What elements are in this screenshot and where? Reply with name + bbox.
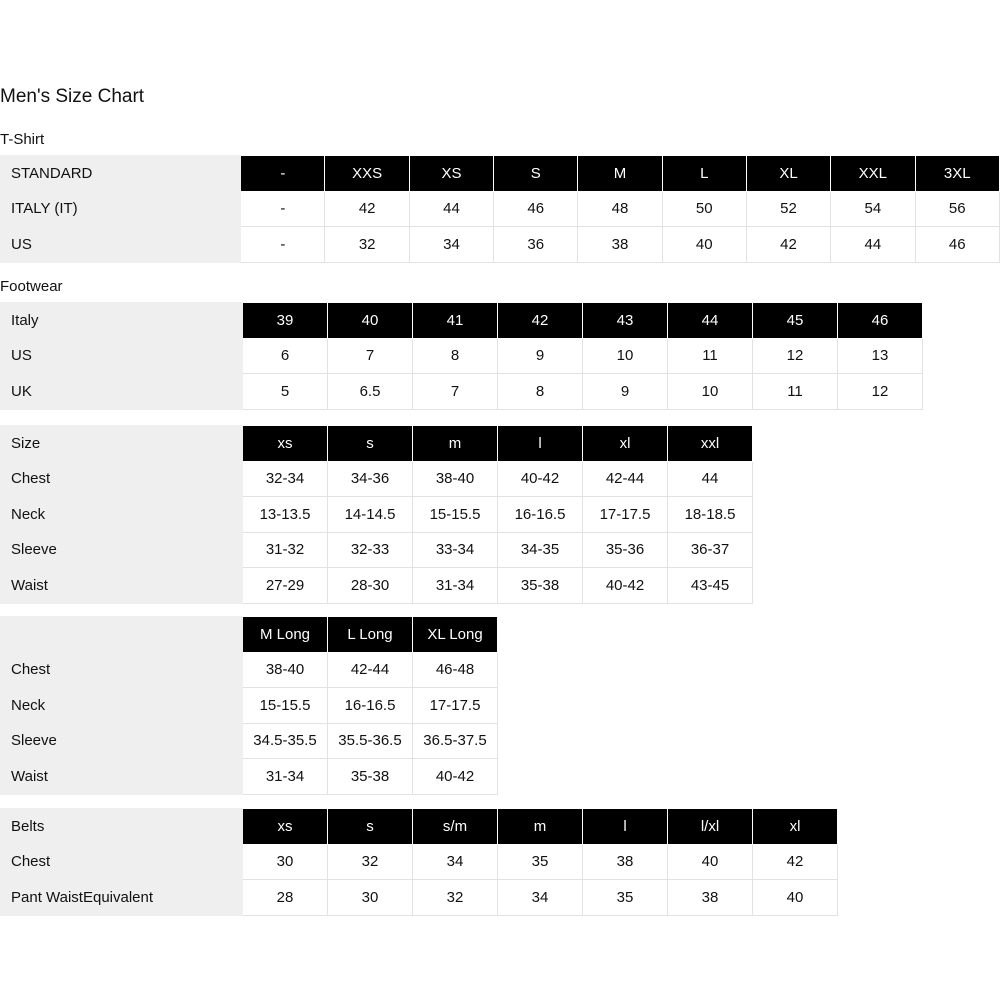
header-cell: 45: [753, 303, 838, 339]
table-cell: 7: [413, 374, 498, 410]
table-cell: 35: [498, 844, 583, 880]
table-cell: 50: [662, 191, 746, 227]
table-cell: 8: [413, 338, 498, 374]
header-cell: s: [328, 426, 413, 462]
table-cell: 56: [915, 191, 999, 227]
header-cell: M: [578, 156, 662, 192]
table-cell: 31-34: [413, 568, 498, 604]
header-cell: l: [583, 809, 668, 845]
table-row: [1, 374, 923, 410]
table-header-row: [1, 617, 498, 653]
table-cell: -: [241, 191, 325, 227]
header-cell: 41: [413, 303, 498, 339]
header-cell: xs: [243, 426, 328, 462]
table-cell: 5: [243, 374, 328, 410]
table-cell: 10: [668, 374, 753, 410]
header-cell: l: [498, 426, 583, 462]
table-row: [1, 880, 838, 916]
table-cell: 40: [662, 227, 746, 263]
header-cell: XS: [409, 156, 493, 192]
row-label: Neck: [1, 688, 243, 724]
table-cell: 15-15.5: [243, 688, 328, 724]
row-label: Chest: [1, 652, 243, 688]
table-cell: 10: [583, 338, 668, 374]
table-row: [1, 227, 1000, 263]
table-cell: 34: [413, 844, 498, 880]
table-cell: 43-45: [668, 568, 753, 604]
row-label: Italy: [1, 303, 243, 339]
header-cell: l/xl: [668, 809, 753, 845]
table-row: [1, 338, 923, 374]
row-label: Size: [1, 426, 243, 462]
table-cell: 28-30: [328, 568, 413, 604]
table-cell: 36.5-37.5: [413, 723, 498, 759]
row-label: ITALY (IT): [1, 191, 241, 227]
table-cell: 12: [838, 374, 923, 410]
header-cell: 46: [838, 303, 923, 339]
table-cell: 46: [915, 227, 999, 263]
table-header-row: [1, 809, 838, 845]
table-cell: 35-36: [583, 532, 668, 568]
table-cell: 8: [498, 374, 583, 410]
table-row: [1, 723, 498, 759]
header-cell: s/m: [413, 809, 498, 845]
table-cell: 44: [831, 227, 915, 263]
table-cell: 35: [583, 880, 668, 916]
table-cell: 38: [578, 227, 662, 263]
table-cell: 34-36: [328, 461, 413, 497]
page-title: Men's Size Chart: [0, 86, 145, 107]
table-cell: 32: [325, 227, 409, 263]
section-label: T-Shirt: [0, 131, 45, 148]
header-cell: 40: [328, 303, 413, 339]
table-cell: 42: [746, 227, 830, 263]
header-cell: m: [413, 426, 498, 462]
header-cell: xl: [583, 426, 668, 462]
table-cell: 40-42: [413, 759, 498, 795]
header-cell: XL: [746, 156, 830, 192]
table-cell: 33-34: [413, 532, 498, 568]
table-cell: 54: [831, 191, 915, 227]
table-cell: 32-33: [328, 532, 413, 568]
table-cell: 35-38: [498, 568, 583, 604]
table-row: [1, 461, 753, 497]
table-cell: 16-16.5: [498, 497, 583, 533]
table-cell: 34.5-35.5: [243, 723, 328, 759]
table-cell: 46-48: [413, 652, 498, 688]
table-cell: 28: [243, 880, 328, 916]
table-cell: 40-42: [498, 461, 583, 497]
table-cell: 34-35: [498, 532, 583, 568]
table-cell: 40-42: [583, 568, 668, 604]
table-cell: 13-13.5: [243, 497, 328, 533]
table-cell: -: [241, 227, 325, 263]
row-label: Chest: [1, 844, 243, 880]
row-label: US: [1, 227, 241, 263]
header-cell: XXS: [325, 156, 409, 192]
header-cell: L Long: [328, 617, 413, 653]
table-cell: 14-14.5: [328, 497, 413, 533]
table-cell: 6: [243, 338, 328, 374]
table-cell: 31-32: [243, 532, 328, 568]
table-cell: 9: [498, 338, 583, 374]
footwear-size-table: [0, 302, 923, 410]
table-cell: 35-38: [328, 759, 413, 795]
table-cell: 48: [578, 191, 662, 227]
table-cell: 12: [753, 338, 838, 374]
table-row: [1, 191, 1000, 227]
table-cell: 42-44: [583, 461, 668, 497]
table-cell: 13: [838, 338, 923, 374]
table-header-row: [1, 426, 753, 462]
row-label: Sleeve: [1, 723, 243, 759]
header-cell: 39: [243, 303, 328, 339]
table-cell: 30: [243, 844, 328, 880]
section-label: Footwear: [0, 278, 63, 295]
table-cell: 42-44: [328, 652, 413, 688]
table-cell: 32: [413, 880, 498, 916]
table-row: [1, 652, 498, 688]
header-cell: XL Long: [413, 617, 498, 653]
table-cell: 42: [753, 844, 838, 880]
row-label: Neck: [1, 497, 243, 533]
table-row: [1, 844, 838, 880]
table-cell: 38: [583, 844, 668, 880]
header-cell: L: [662, 156, 746, 192]
header-cell: -: [241, 156, 325, 192]
row-label: UK: [1, 374, 243, 410]
row-label: US: [1, 338, 243, 374]
header-cell: S: [494, 156, 578, 192]
table-cell: 40: [753, 880, 838, 916]
row-label: Sleeve: [1, 532, 243, 568]
header-cell: 3XL: [915, 156, 999, 192]
header-cell: s: [328, 809, 413, 845]
row-label: Waist: [1, 568, 243, 604]
header-cell: m: [498, 809, 583, 845]
table-cell: 52: [746, 191, 830, 227]
table-row: [1, 759, 498, 795]
table-cell: 30: [328, 880, 413, 916]
table-cell: 38: [668, 880, 753, 916]
table-cell: 44: [409, 191, 493, 227]
table-cell: 34: [498, 880, 583, 916]
header-cell: 42: [498, 303, 583, 339]
row-label: [1, 617, 243, 653]
table-cell: 31-34: [243, 759, 328, 795]
row-label: STANDARD: [1, 156, 241, 192]
table-row: [1, 688, 498, 724]
belts-size-table: [0, 808, 838, 916]
table-cell: 15-15.5: [413, 497, 498, 533]
table-cell: 18-18.5: [668, 497, 753, 533]
table-header-row: [1, 156, 1000, 192]
table-header-row: [1, 303, 923, 339]
table-cell: 16-16.5: [328, 688, 413, 724]
header-cell: xxl: [668, 426, 753, 462]
row-label: Pant WaistEquivalent: [1, 880, 243, 916]
table-cell: 11: [668, 338, 753, 374]
table-cell: 32: [328, 844, 413, 880]
table-row: [1, 532, 753, 568]
table-cell: 35.5-36.5: [328, 723, 413, 759]
header-cell: xs: [243, 809, 328, 845]
table-cell: 11: [753, 374, 838, 410]
row-label: Belts: [1, 809, 243, 845]
row-label: Waist: [1, 759, 243, 795]
table-cell: 42: [325, 191, 409, 227]
table-cell: 34: [409, 227, 493, 263]
long-size-table: [0, 616, 498, 795]
table-cell: 38-40: [243, 652, 328, 688]
table-row: [1, 497, 753, 533]
table-cell: 27-29: [243, 568, 328, 604]
apparel-size-table: [0, 425, 753, 604]
header-cell: xl: [753, 809, 838, 845]
header-cell: 44: [668, 303, 753, 339]
table-cell: 9: [583, 374, 668, 410]
header-cell: M Long: [243, 617, 328, 653]
table-cell: 46: [494, 191, 578, 227]
header-cell: XXL: [831, 156, 915, 192]
row-label: Chest: [1, 461, 243, 497]
table-cell: 32-34: [243, 461, 328, 497]
table-cell: 7: [328, 338, 413, 374]
table-cell: 36: [494, 227, 578, 263]
table-cell: 6.5: [328, 374, 413, 410]
table-cell: 40: [668, 844, 753, 880]
table-cell: 36-37: [668, 532, 753, 568]
table-cell: 17-17.5: [413, 688, 498, 724]
table-row: [1, 568, 753, 604]
table-cell: 17-17.5: [583, 497, 668, 533]
header-cell: 43: [583, 303, 668, 339]
tshirt-size-table: [0, 155, 1000, 263]
table-cell: 38-40: [413, 461, 498, 497]
table-cell: 44: [668, 461, 753, 497]
